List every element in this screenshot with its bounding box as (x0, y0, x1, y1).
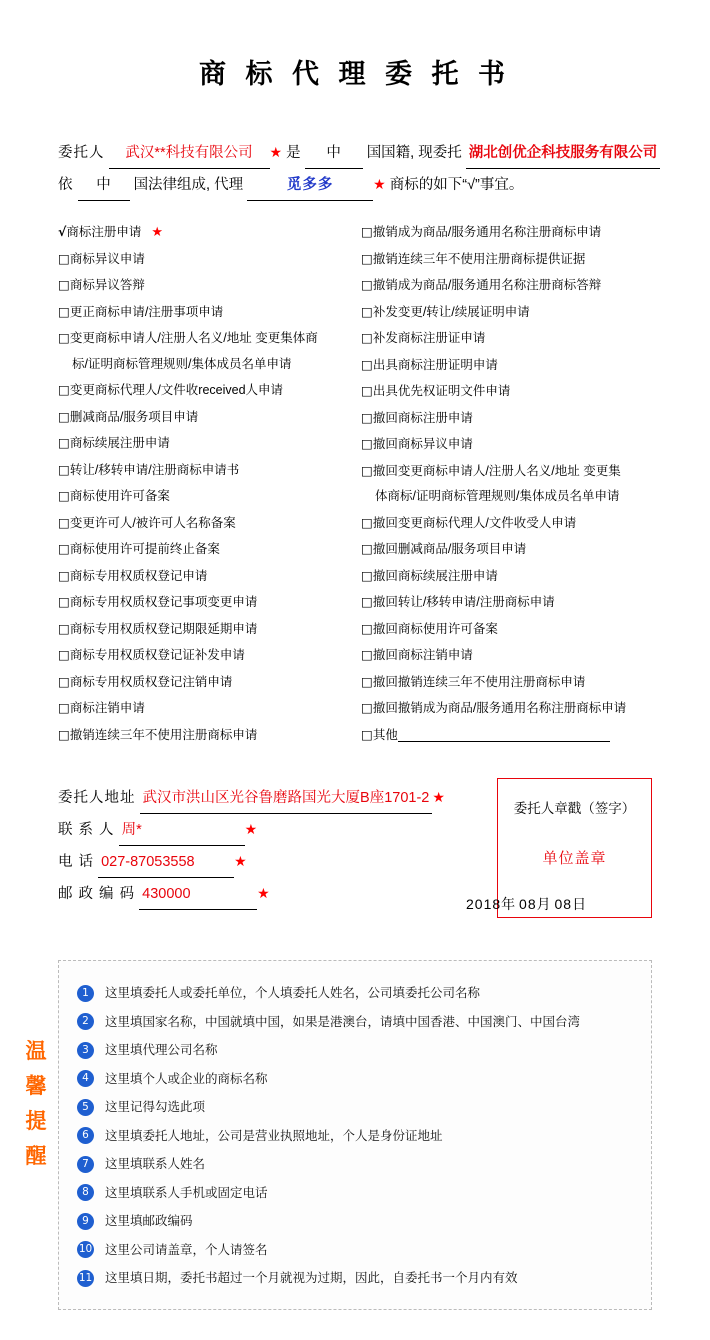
agent-company-field[interactable]: 湖北创优企科技服务有限公司 (466, 138, 661, 169)
telephone-field[interactable]: 027-87053558 (98, 847, 234, 878)
tip-number-badge: 2 (77, 1013, 94, 1030)
option-label: 撤回商标续展注册申请 (372, 568, 498, 583)
checkbox-icon[interactable]: □ (361, 700, 373, 715)
option-row[interactable] (361, 669, 652, 696)
tip-item (77, 1008, 641, 1037)
checkbox-icon[interactable]: □ (361, 303, 373, 319)
checkbox-icon[interactable]: □ (58, 408, 70, 424)
zipcode-star: ★ (257, 885, 270, 901)
checkbox-icon[interactable]: □ (361, 356, 373, 372)
tip-number-badge: 4 (77, 1070, 94, 1087)
option-label: 商标续展注册申请 (69, 436, 170, 450)
tip-number-badge: 6 (77, 1127, 94, 1144)
option-row[interactable] (361, 536, 652, 563)
option-label: 商标注册申请 (66, 225, 142, 239)
tip-number-badge: 8 (77, 1184, 94, 1201)
checkbox-icon[interactable]: □ (361, 277, 373, 292)
option-row[interactable] (361, 484, 652, 510)
checkbox-icon[interactable]: □ (58, 277, 70, 292)
tip-text: 这里记得勾选此项 (105, 1100, 206, 1114)
tip-item (77, 1122, 641, 1151)
tip-text: 这里公司请盖章，个人请签名 (105, 1242, 268, 1257)
checkbox-icon[interactable]: □ (58, 567, 70, 583)
form-body (0, 137, 710, 918)
telephone-row (58, 846, 445, 878)
option-label: 撤回删减商品/服务项目申请 (372, 542, 527, 556)
contact-person-field[interactable]: 周* (119, 815, 245, 846)
date-row (466, 894, 586, 914)
option-row[interactable] (361, 352, 652, 379)
option-row[interactable] (58, 722, 345, 749)
option-row[interactable] (361, 563, 652, 590)
checkbox-icon[interactable]: □ (58, 303, 70, 319)
option-row[interactable] (58, 325, 345, 352)
option-label: 商标专用权质权登记期限延期申请 (69, 621, 258, 636)
checkbox-icon[interactable]: □ (361, 514, 373, 530)
option-row[interactable] (361, 246, 652, 273)
checkbox-icon[interactable]: □ (361, 673, 373, 689)
checkbox-icon[interactable]: □ (58, 620, 70, 636)
option-label: 更正商标申请/注册事项申请 (69, 304, 224, 319)
tips-label-char: 温 (25, 1040, 47, 1063)
contact-person-star: ★ (244, 821, 258, 837)
tip-item (77, 1093, 641, 1122)
tip-item (77, 1264, 641, 1293)
tips-label-char: 提 (25, 1110, 47, 1133)
checkbox-icon[interactable]: □ (58, 594, 70, 609)
law-country-field[interactable]: 中 (78, 170, 130, 201)
options-right-column (355, 219, 652, 748)
checkbox-checked-icon[interactable]: √ (58, 224, 67, 239)
checkbox-icon[interactable]: □ (58, 461, 70, 477)
option-label: 变更许可人/被许可人名称备案 (69, 515, 236, 530)
option-label: 商标使用许可提前终止备案 (69, 542, 220, 556)
nationality-field[interactable]: 中 (305, 138, 363, 169)
checkbox-icon[interactable]: □ (361, 409, 373, 425)
option-row[interactable] (58, 352, 345, 378)
option-row[interactable] (58, 510, 345, 537)
tip-text: 这里填委托人地址，公司是营业执照地址，个人是身份证地址 (105, 1128, 443, 1143)
tip-text: 这里填委托人或委托单位，个人填委托人姓名，公司填委托公司名称 (105, 986, 481, 1000)
address-row (58, 782, 445, 814)
option-row[interactable] (58, 299, 345, 326)
option-label: 商标注销申请 (69, 701, 145, 715)
zipcode-label: 邮 政 编 码 (58, 886, 136, 902)
option-row[interactable] (361, 219, 652, 246)
checkbox-icon[interactable]: □ (58, 382, 70, 397)
option-row[interactable] (58, 642, 345, 669)
seal-title: 委托人章戳（签字） (513, 801, 636, 816)
date-year[interactable]: 2018 (466, 896, 502, 912)
tip-number-badge: 1 (77, 985, 94, 1002)
options-left-column (58, 219, 355, 748)
date-day-unit: 日 (572, 896, 587, 912)
option-label: 撤销成为商品/服务通用名称注册商标申请 (372, 225, 602, 239)
option-label: 出具商标注册证明申请 (372, 357, 498, 372)
contact-person-row (58, 814, 445, 846)
option-required-star: ★ (151, 224, 164, 239)
contact-person-label: 联 系 人 (58, 822, 115, 838)
checkbox-icon[interactable]: □ (361, 383, 373, 398)
tip-item (77, 1036, 641, 1065)
checkbox-icon[interactable]: □ (58, 488, 70, 503)
contact-fields (58, 782, 445, 918)
option-label: 变更商标代理人/文件收received人申请 (69, 383, 284, 397)
checkbox-icon[interactable]: □ (361, 224, 373, 239)
option-row[interactable] (58, 695, 345, 722)
option-row[interactable] (58, 669, 345, 696)
option-row[interactable] (58, 616, 345, 643)
option-label: 商标专用权质权登记证补发申请 (69, 648, 245, 662)
address-field[interactable]: 武汉市洪山区光谷鲁磨路国光大厦B座1701-2 (140, 783, 433, 814)
checkbox-icon[interactable]: □ (361, 250, 373, 266)
option-row[interactable] (361, 325, 652, 352)
option-label: 体商标/证明商标管理规则/集体成员名单申请 (375, 489, 620, 503)
entrust-line-1 (58, 137, 658, 169)
option-label: 撤回转让/移转申请/注册商标申请 (372, 595, 555, 609)
option-row[interactable] (58, 457, 345, 484)
checkbox-icon[interactable]: □ (58, 435, 70, 450)
date-year-unit: 年 (501, 896, 516, 912)
tip-number-badge: 3 (77, 1042, 94, 1059)
required-star-2: ★ (373, 176, 386, 192)
shi-label: 是 (286, 145, 301, 161)
option-row[interactable] (361, 431, 652, 458)
tip-item (77, 1150, 641, 1179)
checkbox-icon[interactable]: □ (361, 462, 373, 478)
nationality-suffix: 国国籍, 现委托 (366, 145, 462, 161)
tip-number-badge: 10 (77, 1241, 94, 1258)
tips-list (58, 960, 652, 1310)
checkbox-icon[interactable]: □ (361, 726, 373, 742)
checkbox-icon[interactable]: □ (58, 541, 70, 556)
option-label: 商标使用许可备案 (69, 489, 170, 503)
tip-number-badge: 5 (77, 1099, 94, 1116)
zipcode-row (58, 878, 445, 910)
option-label: 撤回商标异议申请 (372, 437, 473, 451)
checkbox-icon[interactable]: □ (361, 436, 373, 451)
option-row[interactable] (58, 536, 345, 563)
checkbox-icon[interactable]: □ (58, 673, 70, 689)
option-row[interactable] (361, 642, 652, 669)
address-label: 委托人地址 (58, 790, 136, 806)
option-row[interactable] (361, 299, 652, 326)
tip-item (77, 979, 641, 1008)
checkbox-icon[interactable]: □ (361, 594, 373, 609)
option-label: 撤回商标使用许可备案 (372, 621, 498, 636)
option-label: 撤回商标注册申请 (372, 410, 473, 425)
trademark-name-field[interactable]: 觅多多 (247, 170, 373, 201)
option-row[interactable] (361, 695, 652, 722)
option-row[interactable] (361, 589, 652, 616)
tips-label-char: 醒 (25, 1145, 47, 1168)
date-day[interactable]: 08 (554, 896, 573, 912)
option-label: 撤销连续三年不使用注册商标申请 (69, 727, 258, 742)
checkbox-icon[interactable]: □ (58, 514, 70, 530)
law-suffix: 国法律组成, 代理 (133, 177, 244, 193)
address-star: ★ (432, 789, 445, 805)
option-row[interactable] (58, 272, 345, 299)
contact-block (58, 782, 652, 918)
tip-item (77, 1236, 641, 1265)
option-row[interactable] (58, 219, 345, 246)
option-row[interactable] (58, 589, 345, 616)
option-label: 商标专用权质权登记事项变更申请 (69, 595, 258, 609)
checkbox-icon[interactable]: □ (361, 541, 373, 556)
option-label: 出具优先权证明文件申请 (372, 384, 511, 398)
entrust-name-field[interactable]: 武汉**科技有限公司 (109, 138, 270, 169)
option-label: 撤销连续三年不使用注册商标提供证据 (372, 251, 586, 266)
telephone-star: ★ (234, 853, 247, 869)
tip-text: 这里填个人或企业的商标名称 (105, 1071, 268, 1086)
checkbox-icon[interactable]: □ (58, 647, 70, 662)
tip-item (77, 1179, 641, 1208)
option-row[interactable] (58, 377, 345, 404)
option-label: 变更商标申请人/注册人名义/地址 变更集体商 (69, 331, 318, 345)
option-label: 撤回变更商标代理人/文件收受人申请 (372, 515, 577, 530)
option-label: 商标异议答辩 (69, 278, 145, 292)
option-row[interactable] (58, 563, 345, 590)
option-row[interactable] (361, 616, 652, 643)
tip-text: 这里填日期，委托书超过一个月就视为过期，因此，自委托书一个月内有效 (105, 1271, 518, 1285)
tips-label-char: 馨 (25, 1075, 47, 1098)
option-label: 撤回变更商标申请人/注册人名义/地址 变更集 (372, 463, 621, 478)
tip-text: 这里填联系人手机或固定电话 (105, 1185, 268, 1200)
tip-text: 这里填代理公司名称 (105, 1043, 218, 1057)
option-row[interactable] (361, 378, 652, 405)
telephone-label: 电 话 (58, 854, 95, 870)
option-row[interactable] (361, 458, 652, 485)
line2-tail: 商标的如下“√”事宜。 (389, 177, 524, 193)
required-star-1: ★ (269, 144, 283, 160)
checkbox-icon[interactable]: □ (58, 700, 70, 715)
checkbox-icon[interactable]: □ (58, 250, 70, 266)
option-row[interactable] (361, 272, 652, 299)
entrust-label: 委托人 (58, 145, 105, 161)
option-label: 商标专用权质权登记申请 (69, 568, 208, 583)
checkbox-icon[interactable]: □ (58, 726, 70, 742)
tips-section (0, 960, 710, 1340)
tips-label (14, 960, 58, 1174)
tip-number-badge: 11 (77, 1270, 94, 1287)
option-row[interactable] (361, 510, 652, 537)
option-row[interactable] (58, 430, 345, 457)
tip-number-badge: 9 (77, 1213, 94, 1230)
option-label: 补发商标注册证申请 (372, 331, 486, 345)
option-label: 删减商品/服务项目申请 (69, 409, 199, 424)
option-label: 转让/移转申请/注册商标申请书 (69, 462, 240, 477)
tip-text: 这里填邮政编码 (105, 1214, 193, 1228)
option-row[interactable] (361, 722, 652, 749)
option-row[interactable] (361, 405, 652, 432)
option-row[interactable] (58, 246, 345, 273)
zipcode-field[interactable]: 430000 (139, 879, 257, 910)
option-label: 标/证明商标管理规则/集体成员名单申请 (72, 356, 292, 371)
option-label: 商标异议申请 (69, 251, 145, 266)
law-label: 依 (58, 177, 74, 193)
option-label: 撤回撤销成为商品/服务通用名称注册商标申请 (372, 701, 627, 715)
date-month-unit: 月 (536, 896, 551, 912)
tip-text: 这里填国家名称，中国就填中国，如果是港澳台，请填中国香港、中国澳门、中国台湾 (105, 1014, 581, 1029)
option-label: 补发变更/转让/续展证明申请 (372, 304, 530, 319)
page-title: 商 标 代 理 委 托 书 (198, 59, 511, 89)
checkbox-icon[interactable]: □ (58, 330, 70, 345)
other-option-input[interactable] (398, 727, 610, 742)
option-label: 撤销成为商品/服务通用名称注册商标答辩 (372, 278, 602, 292)
option-label: 撤回撤销连续三年不使用注册商标申请 (372, 674, 586, 689)
option-label: 撤回商标注销申请 (372, 648, 473, 662)
checkbox-icon[interactable]: □ (361, 567, 373, 583)
option-label: 其他 (372, 727, 398, 742)
option-row[interactable] (58, 483, 345, 510)
tip-item (77, 1065, 641, 1094)
entrust-line-2 (58, 169, 652, 201)
checkbox-icon[interactable]: □ (361, 620, 373, 636)
tip-number-badge: 7 (77, 1156, 94, 1173)
tip-item (77, 1207, 641, 1236)
seal-stamp-text: 单位盖章 (542, 850, 607, 867)
checkbox-icon[interactable]: □ (361, 647, 373, 662)
option-row[interactable] (58, 404, 345, 431)
options-columns (58, 219, 652, 748)
checkbox-icon[interactable]: □ (361, 330, 373, 345)
date-month[interactable]: 08 (519, 896, 537, 912)
tip-text: 这里填联系人姓名 (105, 1157, 206, 1171)
option-label: 商标专用权质权登记注销申请 (69, 674, 233, 689)
